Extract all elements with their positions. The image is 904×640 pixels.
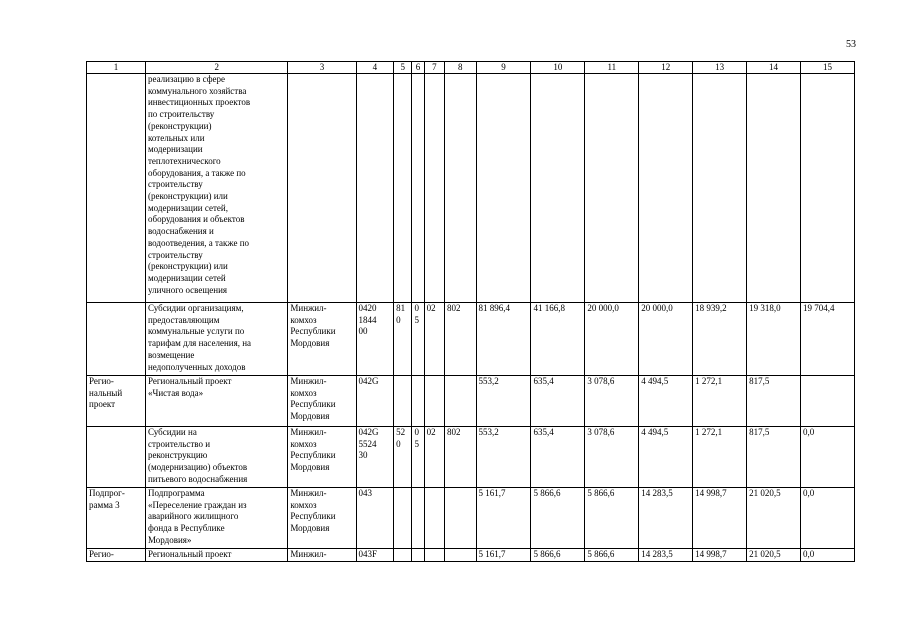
table-cell: 0,0 — [800, 488, 854, 549]
column-number-6: 6 — [412, 62, 424, 74]
table-cell — [747, 74, 801, 303]
table-cell — [356, 74, 394, 303]
table-cell: 3 078,6 — [585, 376, 639, 427]
table-cell: 81 896,4 — [476, 303, 531, 376]
table-cell — [693, 74, 747, 303]
table-cell: 14 998,7 — [693, 488, 747, 549]
column-number-14: 14 — [747, 62, 801, 74]
table-cell: 802 — [445, 303, 477, 376]
column-number-2: 2 — [145, 62, 287, 74]
table-cell: 5 866,6 — [585, 488, 639, 549]
table-cell: 5 866,6 — [585, 549, 639, 562]
table-cell: 19 704,4 — [800, 303, 854, 376]
table-cell: 14 283,5 — [639, 488, 693, 549]
column-number-11: 11 — [585, 62, 639, 74]
table-cell: Минжил- комхоз Республики Мордовия — [288, 303, 356, 376]
table-cell: 553,2 — [476, 427, 531, 488]
table-cell: Региональный проект — [145, 549, 287, 562]
table-cell: Подпрог- рамма 3 — [87, 488, 146, 549]
table-cell — [412, 549, 424, 562]
table-cell — [445, 376, 477, 427]
table-cell — [412, 376, 424, 427]
table-cell — [445, 488, 477, 549]
table-cell — [445, 74, 477, 303]
column-number-15: 15 — [800, 62, 854, 74]
table-cell — [394, 549, 412, 562]
table-cell: 81 0 — [394, 303, 412, 376]
table-cell — [445, 549, 477, 562]
table-cell: Минжил- комхоз Республики Мордовия — [288, 376, 356, 427]
table-cell: 553,2 — [476, 376, 531, 427]
table-cell: 18 939,2 — [693, 303, 747, 376]
table-row — [87, 376, 855, 427]
table-cell: 20 000,0 — [639, 303, 693, 376]
table-cell — [87, 74, 146, 303]
table-cell — [424, 376, 444, 427]
table-row — [87, 74, 855, 303]
table-cell: Подпрограмма «Переселение граждан из аварийного жилищного фонда в Республике Мордовия» — [145, 488, 287, 549]
table-cell: Регио- нальный проект — [87, 376, 146, 427]
table-header-row — [87, 62, 855, 74]
table-cell: 21 020,5 — [747, 488, 801, 549]
table-cell — [585, 74, 639, 303]
table-cell: 02 — [424, 303, 444, 376]
table-cell — [394, 488, 412, 549]
table-cell — [412, 74, 424, 303]
table-cell: 5 866,6 — [531, 488, 585, 549]
table-row — [87, 488, 855, 549]
table-cell: Субсидии на строительство и реконструкцию (модернизацию) объектов питьевого водоснабжения — [145, 427, 287, 488]
table-cell — [394, 376, 412, 427]
column-number-1: 1 — [87, 62, 146, 74]
table-cell: Минжил- комхоз Республики Мордовия — [288, 427, 356, 488]
table-cell: 5 161,7 — [476, 488, 531, 549]
table-cell: 19 318,0 — [747, 303, 801, 376]
table-cell: 817,5 — [747, 376, 801, 427]
table-cell: 043F — [356, 549, 394, 562]
table-cell: 042G 5524 30 — [356, 427, 394, 488]
column-number-3: 3 — [288, 62, 356, 74]
table-cell: 52 0 — [394, 427, 412, 488]
table-cell — [424, 549, 444, 562]
table-cell — [412, 488, 424, 549]
table-cell — [424, 488, 444, 549]
table-row — [87, 549, 855, 562]
column-number-7: 7 — [424, 62, 444, 74]
table-cell: 802 — [445, 427, 477, 488]
table-cell: реализацию в сфере коммунального хозяйства инвестиционных проектов по строительству (реконструкции) котельных или модернизации теплотехнического оборудования, а также по строительству (реконструкции) или модернизации сетей, оборудования и объектов водоснабжения и водоотведения, а также по строительству (реконструкции) или модернизации сетей уличного освещения — [145, 74, 287, 303]
table-cell: 21 020,5 — [747, 549, 801, 562]
table-cell — [476, 74, 531, 303]
table-cell — [288, 74, 356, 303]
table-cell: 14 283,5 — [639, 549, 693, 562]
table-cell: Региональный проект «Чистая вода» — [145, 376, 287, 427]
column-number-4: 4 — [356, 62, 394, 74]
table-cell: 1 272,1 — [693, 376, 747, 427]
table-cell: 41 166,8 — [531, 303, 585, 376]
table-cell: 0 5 — [412, 303, 424, 376]
table-cell: 14 998,7 — [693, 549, 747, 562]
table-cell — [87, 427, 146, 488]
table-cell — [394, 74, 412, 303]
table-cell: 02 — [424, 427, 444, 488]
table-cell: Регио- — [87, 549, 146, 562]
table-cell: 817,5 — [747, 427, 801, 488]
table-cell: 0420 1844 00 — [356, 303, 394, 376]
table-cell: 0,0 — [800, 427, 854, 488]
table-cell — [800, 74, 854, 303]
table-cell: 4 494,5 — [639, 376, 693, 427]
table-cell: 20 000,0 — [585, 303, 639, 376]
table-cell: 0 5 — [412, 427, 424, 488]
table-cell: 5 866,6 — [531, 549, 585, 562]
table-row — [87, 303, 855, 376]
table-cell — [87, 303, 146, 376]
table-cell: 635,4 — [531, 376, 585, 427]
table-body — [87, 62, 855, 562]
budget-table — [86, 61, 855, 562]
table-cell — [800, 376, 854, 427]
table-cell: Субсидии организациям, предоставляющим коммунальные услуги по тарифам для населения, на возмещение недополученных доходов — [145, 303, 287, 376]
table-cell: 1 272,1 — [693, 427, 747, 488]
table-row — [87, 427, 855, 488]
column-number-9: 9 — [476, 62, 531, 74]
table-cell: 5 161,7 — [476, 549, 531, 562]
table-cell — [639, 74, 693, 303]
table-cell: 0,0 — [800, 549, 854, 562]
table-cell: 635,4 — [531, 427, 585, 488]
column-number-10: 10 — [531, 62, 585, 74]
table-cell: Минжил- комхоз Республики Мордовия — [288, 488, 356, 549]
column-number-13: 13 — [693, 62, 747, 74]
table-cell: 043 — [356, 488, 394, 549]
column-number-5: 5 — [394, 62, 412, 74]
table-cell: 4 494,5 — [639, 427, 693, 488]
table-cell — [424, 74, 444, 303]
table-cell — [531, 74, 585, 303]
table-cell: Минжил- — [288, 549, 356, 562]
column-number-8: 8 — [445, 62, 477, 74]
page-number: 53 — [846, 39, 856, 50]
table-cell: 042G — [356, 376, 394, 427]
column-number-12: 12 — [639, 62, 693, 74]
table-cell: 3 078,6 — [585, 427, 639, 488]
